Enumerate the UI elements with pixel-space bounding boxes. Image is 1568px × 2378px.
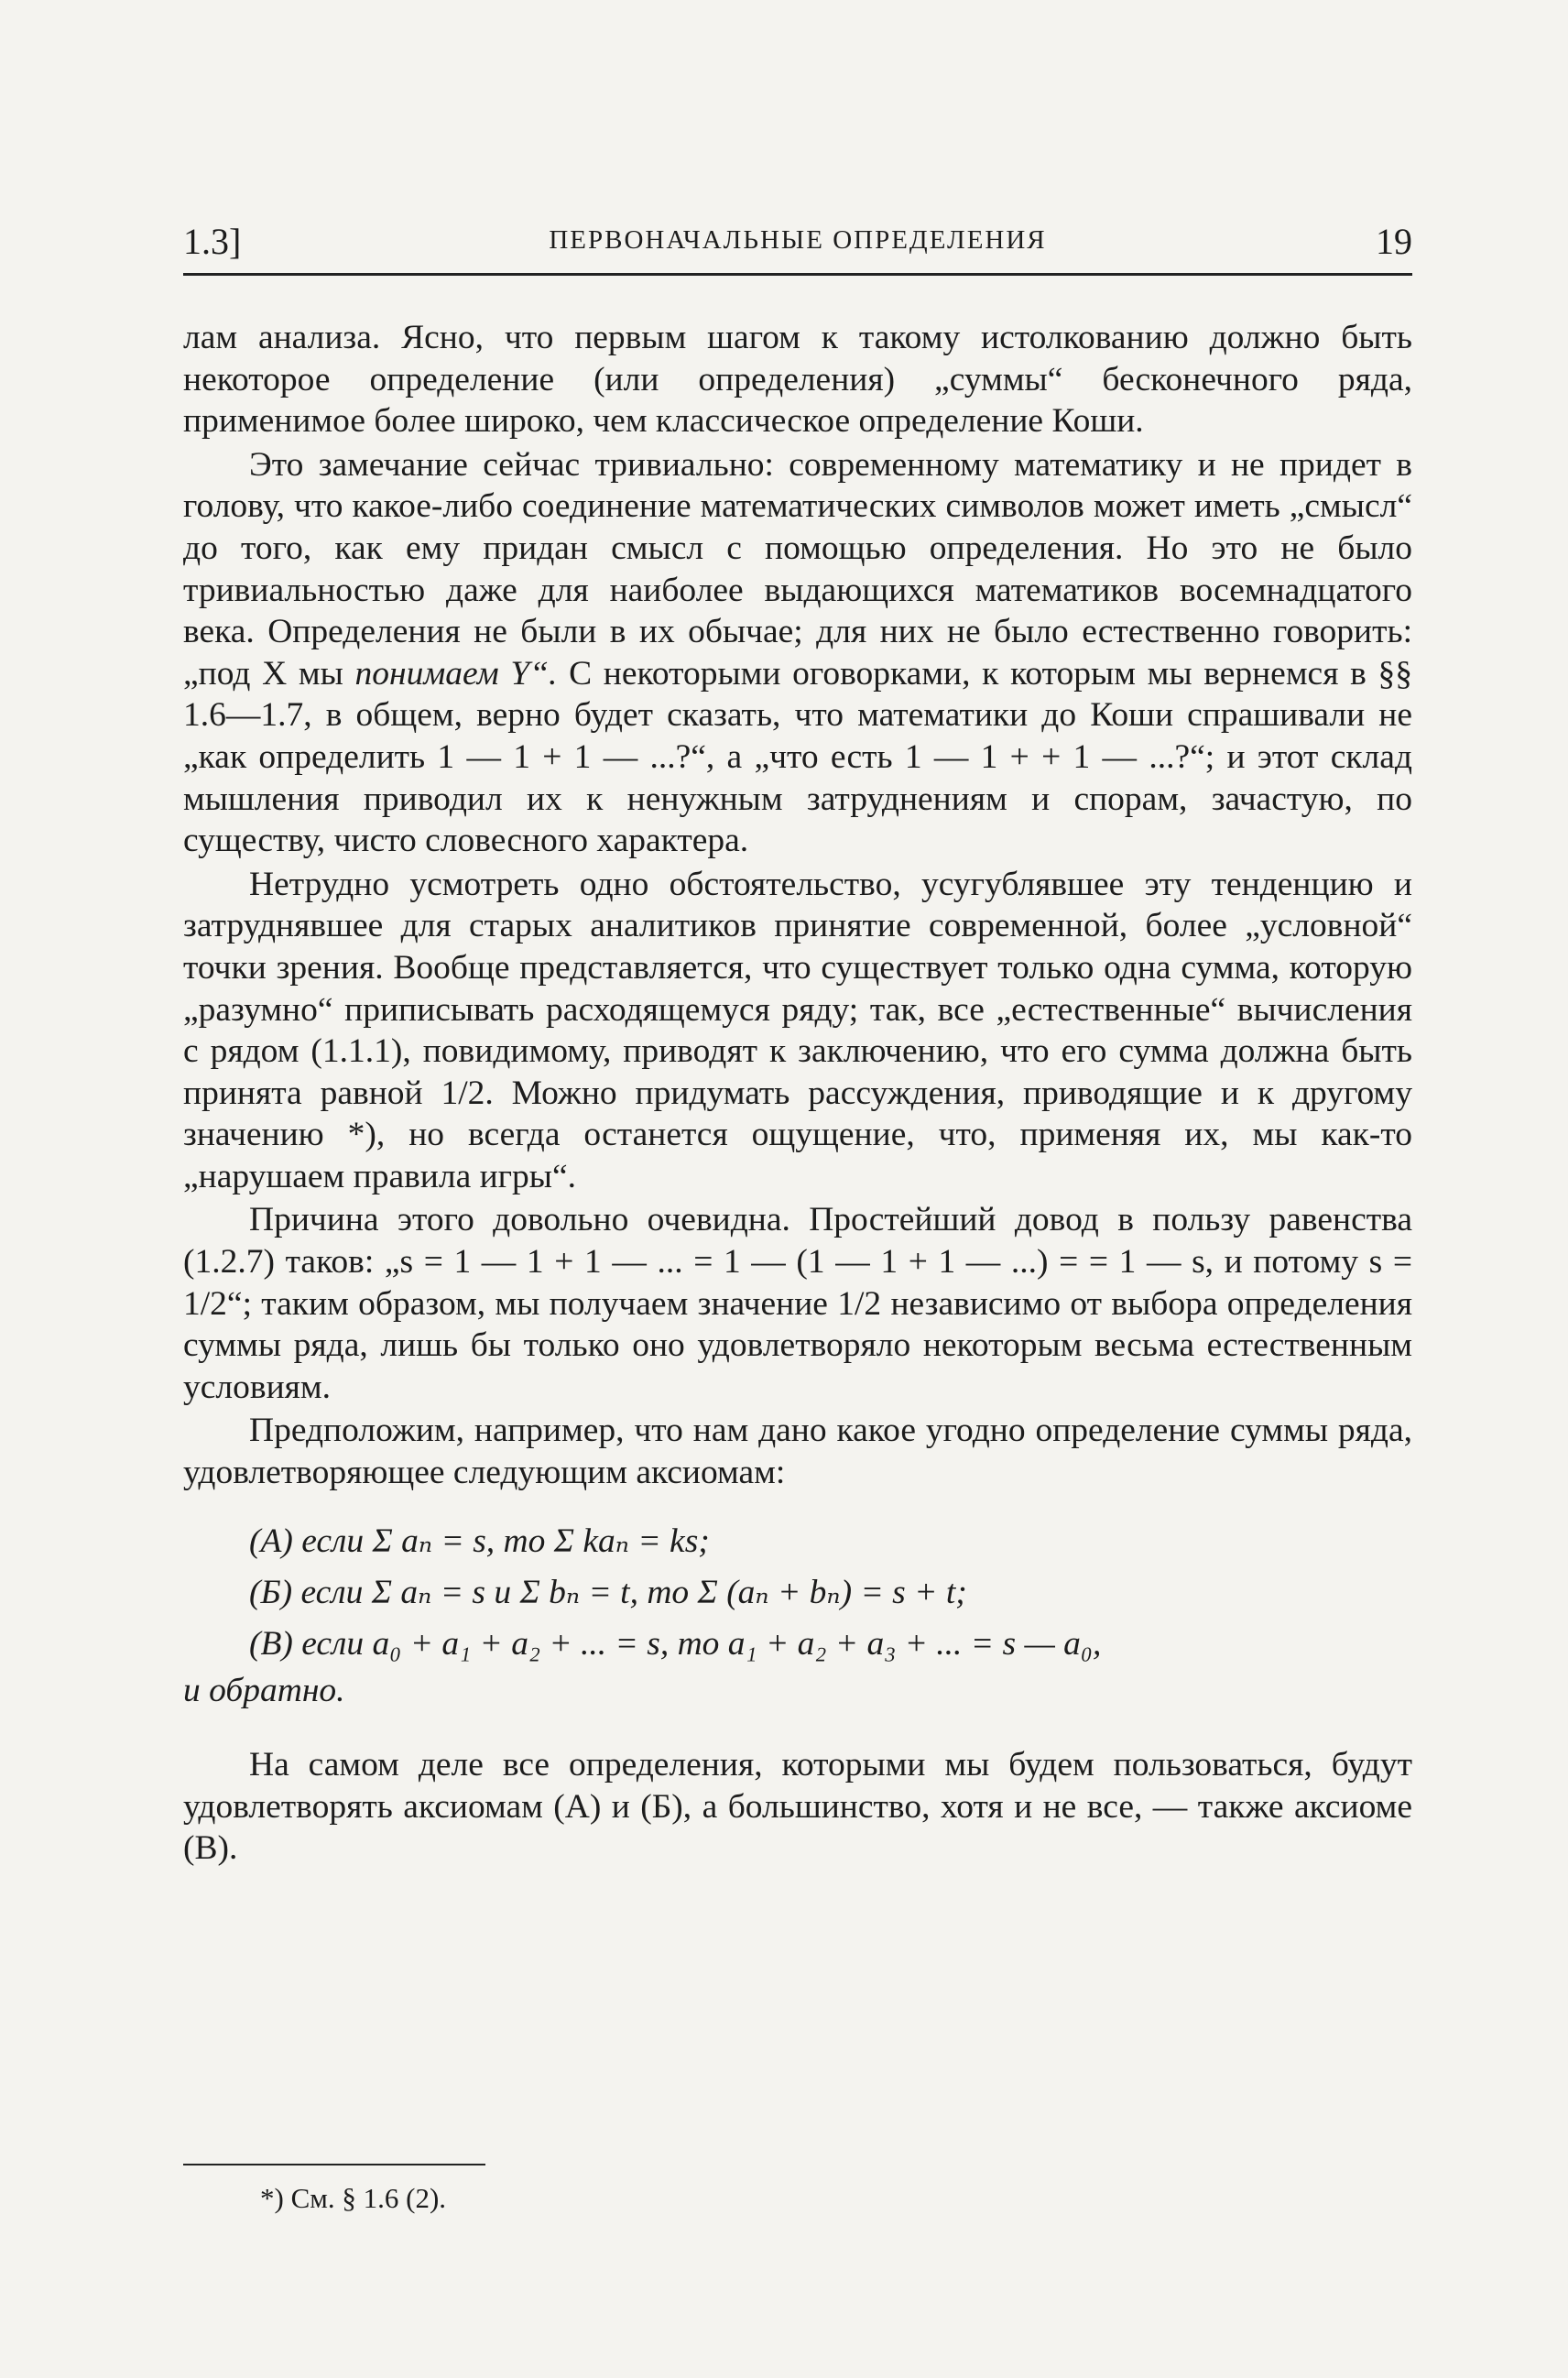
axioms-end: и обратно.	[183, 1671, 345, 1709]
axiom-a: (А) если Σ aₙ = s, то Σ kaₙ = ks;	[249, 1522, 710, 1560]
paragraph-5: Предположим, например, что нам дано какое угодно определение суммы ряда, удовлетворяющее следующим аксиомам:	[183, 1412, 1412, 1492]
axiom-b: (Б) если Σ aₙ = s и Σ bₙ = t, то Σ (aₙ + bₙ) = s + t;	[249, 1573, 967, 1611]
running-header	[183, 216, 1412, 276]
section-number: 1.3]	[183, 221, 242, 262]
axiom-c: (В) если a₀ + a₁ + a₂ + ... = s, то a₁ + a₂ + a₃ + ... = s — a₀,	[249, 1624, 1102, 1663]
paragraph-2	[183, 444, 1412, 862]
paragraph-2-part-2: С некоторыми оговорками, к которым мы вернемся в §§ 1.6—1.7, в общем, верно будет сказать, что математики до Коши спрашивали не „как определить 1 — 1 + 1 — ...?“, а „что есть 1 — 1 + + 1 — ...?“; и этот склад мышления приводил их к ненужным затруднениям и спорам, зачастую, по существу, чисто словесного характера.	[183, 654, 1412, 860]
footnote-rule	[183, 2164, 485, 2165]
paragraph-4: Причина этого довольно очевидна. Простейший довод в пользу равенства (1.2.7) таков: „s = 1 — 1 + 1 — ... = 1 — (1 — 1 + 1 — ...) = = 1 — s, и потому s = 1/2“; таким образом, мы получаем значение 1/2 независимо от выбора определения суммы ряда, лишь бы только оно удовлетворяло некоторым весьма естественным условиям.	[183, 1201, 1412, 1406]
paragraph-3: Нетрудно усмотреть одно обстоятельство, усугублявшее эту тенденцию и затруднявшее для старых аналитиков принятие современной, более „условной“ точки зрения. Вообще представляется, что существует только одна сумма, которую „разумно“ приписывать расходящемуся ряду; так, все „естественные“ вычисления с рядом (1.1.1), повидимому, приводят к заключению, что его сумма должна быть принята равной 1/2. Можно придумать рассуждения, приводящие и к другому значению *), но всегда останется ощущение, что, применяя их, мы как-то „нарушаем правила игры“.	[183, 865, 1412, 1195]
footnote: *) См. § 1.6 (2).	[260, 2182, 447, 2214]
paragraph-1: лам анализа. Ясно, что первым шагом к такому истолкованию должно быть некоторое определение (или определения) „суммы“ бесконечного ряда, применимое более широко, чем классическое определение Коши.	[183, 319, 1412, 441]
page-number: 19	[1376, 221, 1412, 262]
paragraph-2-part-1: Это замечание сейчас тривиально: современному математику и не придет в голову, что какое-либо соединение математических символов может иметь „смысл“ до того, как ему придан смысл с помощью определения. Но это не было тривиальностью даже для наиболее выдающихся математиков восемнадцатого века. Определения не были в их обычае; для них не было естественно говорить: „под X мы	[183, 445, 1412, 693]
paragraph-6: На самом деле все определения, которыми мы будем пользоваться, будут удовлетворять аксиомам (А) и (Б), а большинство, хотя и не все, — также аксиоме (В).	[183, 1746, 1412, 1868]
paragraph-2-italic: понимаем Y“.	[354, 654, 558, 693]
main-text	[183, 317, 1412, 1870]
axioms-block	[249, 1516, 1412, 1670]
running-title: ПЕРВОНАЧАЛЬНЫЕ ОПРЕДЕЛЕНИЯ	[549, 225, 1047, 255]
